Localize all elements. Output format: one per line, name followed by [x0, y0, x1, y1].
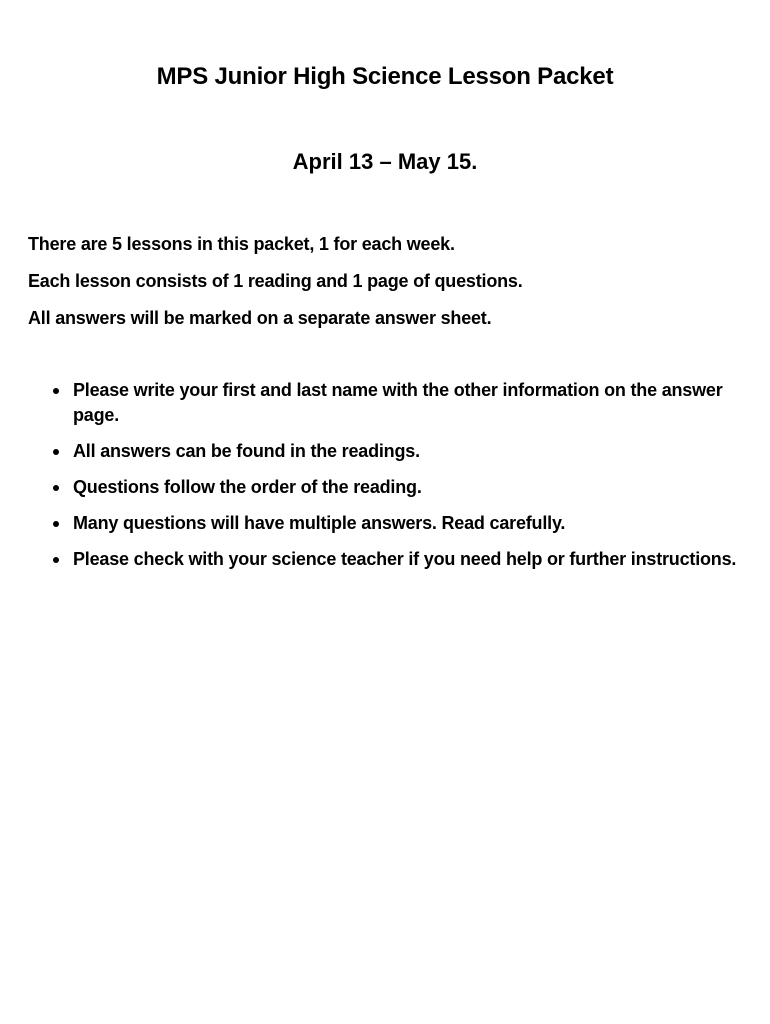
instructions-list: [28, 378, 748, 583]
intro-line: Each lesson consists of 1 reading and 1 page of questions.: [28, 271, 523, 291]
packet-dates: April 13 – May 15.: [292, 149, 478, 174]
instruction-text: Questions follow the order of the reading.: [73, 477, 422, 497]
intro-section: [28, 232, 748, 343]
instruction-item: [28, 547, 748, 572]
bullet-icon: [53, 557, 59, 563]
intro-line: All answers will be marked on a separate answer sheet.: [28, 308, 492, 328]
packet-title: MPS Junior High Science Lesson Packet: [156, 63, 614, 90]
instruction-text: Please write your first and last name with the other information on the answer page.: [73, 380, 723, 425]
instruction-item: [28, 511, 748, 536]
bullet-icon: [53, 388, 59, 394]
instruction-item: [28, 439, 748, 464]
instruction-text: All answers can be found in the readings.: [73, 441, 420, 461]
instruction-item: [28, 475, 748, 500]
instruction-item: [28, 378, 748, 428]
instruction-text: Please check with your science teacher if you need help or further instructions.: [73, 549, 737, 569]
bullet-icon: [53, 449, 59, 455]
intro-line: There are 5 lessons in this packet, 1 for each week.: [28, 234, 455, 254]
instruction-text: Many questions will have multiple answers. Read carefully.: [73, 513, 566, 533]
bullet-icon: [53, 485, 59, 491]
bullet-icon: [53, 521, 59, 527]
